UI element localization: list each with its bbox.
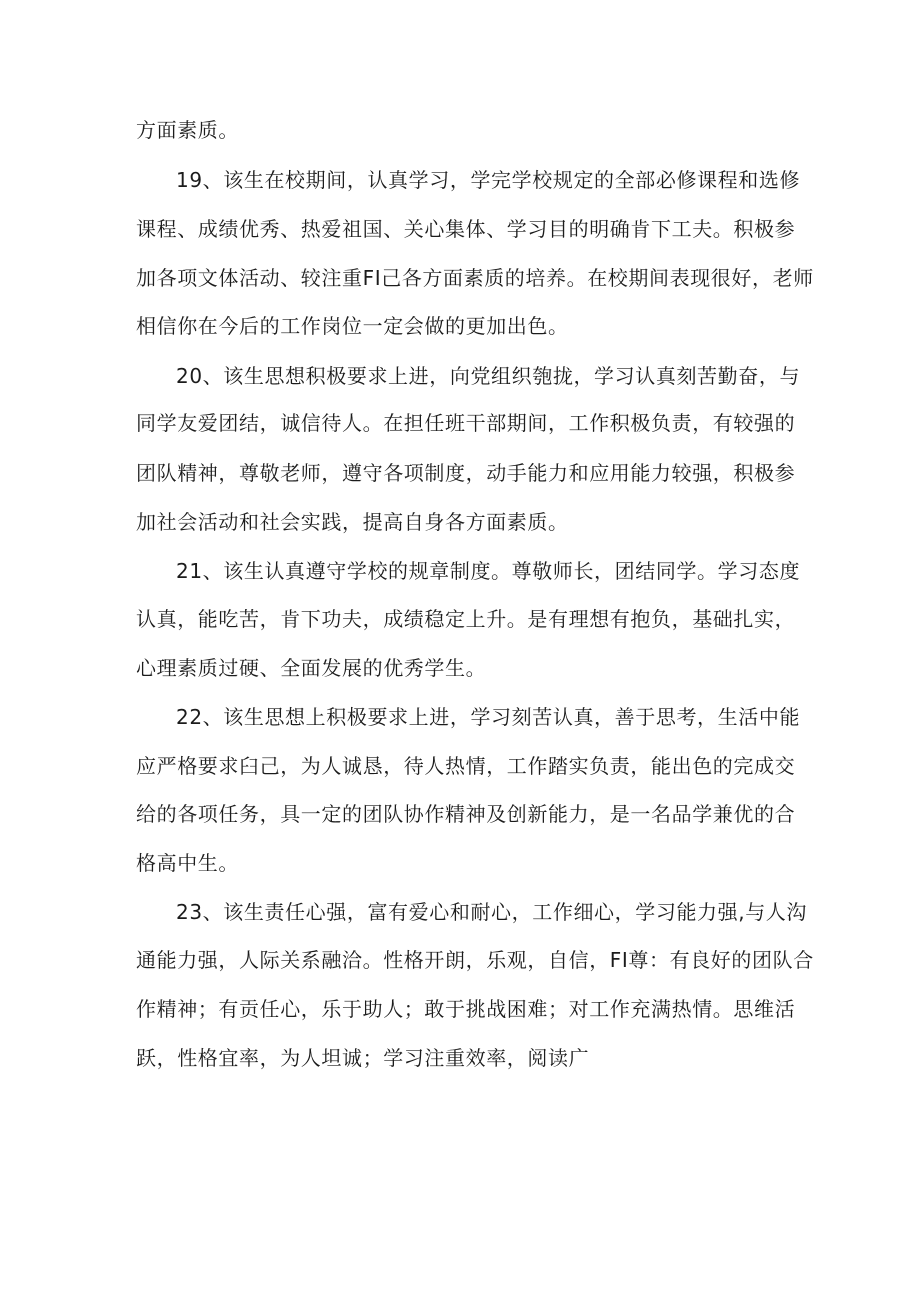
paragraph-22-line: 格高中生。 — [136, 851, 239, 875]
paragraph-23-line: 通能力强，人际关系融洽。性格开朗，乐观，自信，FI尊：有良好的团队合 — [136, 948, 814, 972]
paragraph-20-line: 加社会活动和社会实践，提高自身各方面素质。 — [136, 510, 569, 534]
paragraph-21-line: 心理素质过硬、全面发展的优秀学生。 — [136, 656, 487, 680]
paragraph-20-line: 团队精神，尊敬老师，遵守各项制度，动手能力和应用能力较强，积极参 — [136, 461, 796, 485]
paragraph-21-line: 21、该生认真遵守学校的规章制度。尊敬师长，团结同学。学习态度 — [176, 559, 801, 583]
paragraph-23-line: 23、该生责任心强，富有爱心和耐心，工作细心，学习能力强,与人沟 — [176, 900, 808, 924]
paragraph-20-line: 同学友爱团结，诚信待人。在担任班干部期间，工作积极负责，有较强的 — [136, 411, 796, 435]
paragraph-23-line: 跃，性格宜率，为人坦诚；学习注重效率，阅读广 — [136, 1046, 590, 1070]
paragraph-19-line: 加各项文体活动、较注重FI己各方面素质的培养。在校期间表现很好，老师 — [136, 266, 814, 290]
paragraph-22-line: 应严格要求臼己，为人诚恳，待人热情，工作踏实负责，能出色的完成交 — [136, 754, 796, 778]
paragraph-19-line: 课程、成绩优秀、热爱祖国、关心集体、学习目的明确肯下工夫。积极参 — [136, 217, 796, 241]
paragraph-21-line: 认真，能吃苦，肯下功夫，成绩稳定上升。是有理想有抱负，基础扎实， — [136, 607, 796, 631]
paragraph-19-line: 相信你在今后的工作岗位一定会做的更加出色。 — [136, 314, 569, 338]
paragraph-20-line: 20、该生思想积极要求上进，向党组织匏拢，学习认真刻苦勤奋，与 — [176, 364, 801, 388]
paragraph-23-line: 作精神；有贡任心，乐于助人；敢于挑战困难；对工作充满热情。思维活 — [136, 997, 796, 1021]
paragraph-22-line: 给的各项任务，具一定的团队协作精神及创新能力，是一名品学兼优的合 — [136, 802, 796, 826]
text-line: 方面素质。 — [136, 118, 239, 142]
paragraph-22-line: 22、该生思想上积极要求上进，学习刻苦认真，善于思考，生活中能 — [176, 705, 801, 729]
paragraph-19-line: 19、该生在校期间，认真学习，学完学校规定的全部必修课程和选修 — [176, 168, 801, 192]
